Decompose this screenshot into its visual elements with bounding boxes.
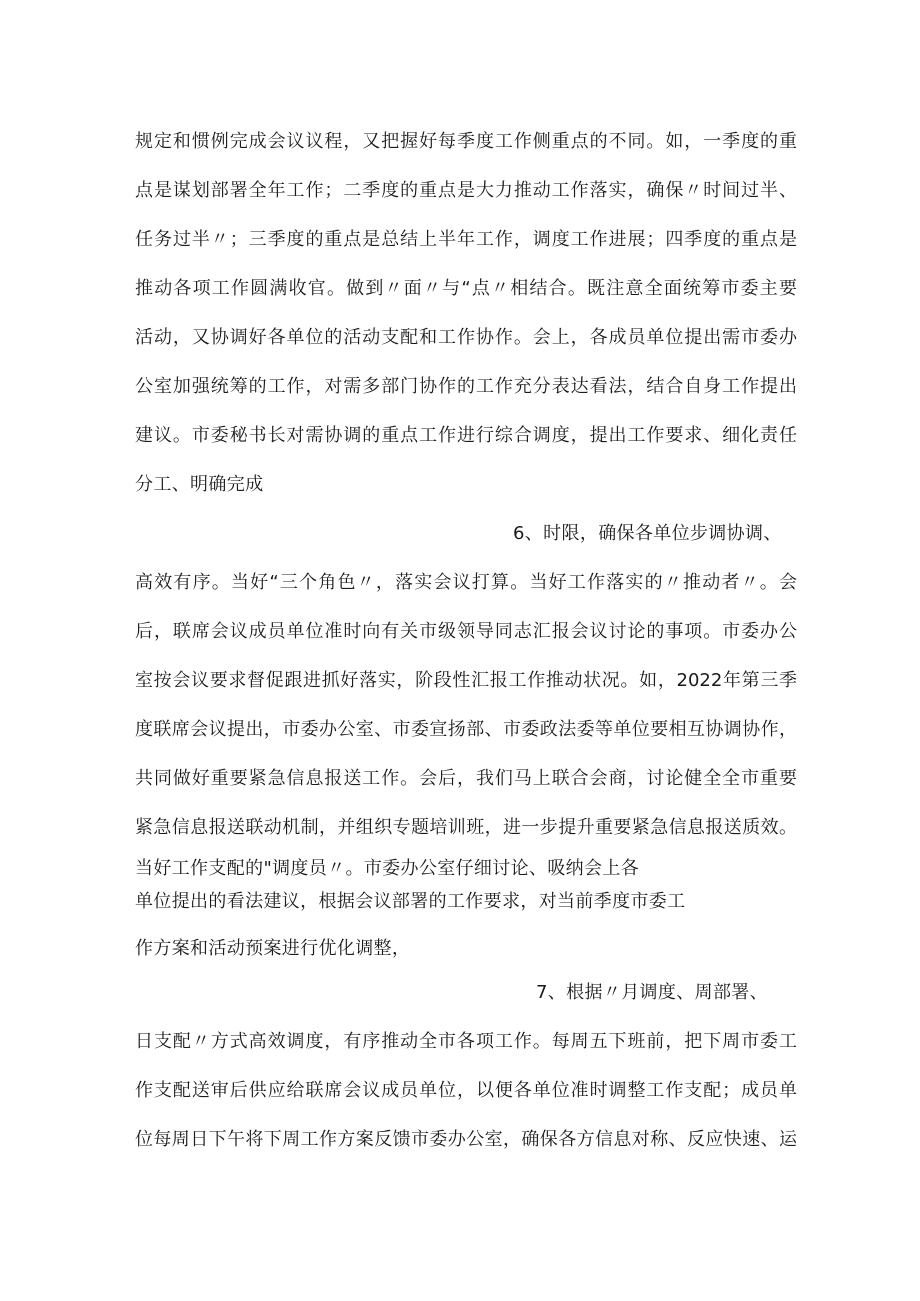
body-text-line: 建议。市委秘书长对需协调的重点工作进行综合调度，提出工作要求、细化责任 — [135, 425, 797, 446]
body-text-line: 室按会议要求督促跟进抓好落实，阶段性汇报工作推动状况。如，2022年第三季 — [135, 670, 797, 691]
body-text-line: 公室加强统筹的工作，对需多部门协作的工作充分表达看法，结合自身工作提出 — [135, 376, 797, 397]
body-text-line: 点是谋划部署全年工作；二季度的重点是大力推动工作落实，确保〃时间过半、 — [135, 180, 797, 201]
body-text-line: 规定和惯例完成会议议程，又把握好每季度工作侧重点的不同。如，一季度的重 — [135, 131, 797, 152]
body-text-line: 位每周日下午将下周工作方案反馈市委办公室，确保各方信息对称、反应快速、运 — [135, 1129, 797, 1150]
body-text-line: 作支配送审后供应给联席会议成员单位，以便各单位准时调整工作支配；成员单 — [135, 1080, 797, 1101]
body-text-line: 日支配〃方式高效调度，有序推动全市各项工作。每周五下班前，把下周市委工 — [135, 1031, 797, 1052]
body-text-line: 紧急信息报送联动机制，并组织专题培训班，进一步提升重要紧急信息报送质效。 — [135, 817, 797, 838]
body-text-line: 单位提出的看法建议，根据会议部署的工作要求，对当前季度市委工 — [135, 891, 686, 912]
item-7-heading: 7、根据〃月调度、周部署、 — [536, 982, 769, 1003]
body-text-line: 度联席会议提出，市委办公室、市委宣扬部、市委政法委等单位要相互协调协作， — [135, 719, 797, 740]
body-text-line: 推动各项工作圆满收官。做到〃面〃与“点〃相结合。既注意全面统筹市委主要 — [135, 278, 797, 299]
body-text-line: 活动，又协调好各单位的活动支配和工作协作。会上，各成员单位提出需市委办 — [135, 327, 797, 348]
body-text-line: 分工、明确完成 — [135, 474, 264, 495]
body-text-line: 当好工作支配的"调度员〃。市委办公室仔细讨论、吸纳会上各 — [135, 858, 640, 879]
body-text-line: 高效有序。当好“三个角色〃，落实会议打算。当好工作落实的〃推动者〃。会 — [135, 572, 797, 593]
item-6-heading: 6、时限，确保各单位步调协调、 — [513, 523, 782, 544]
body-text-line: 作方案和活动预案进行优化调整， — [135, 938, 411, 959]
body-text-line: 任务过半〃；三季度的重点是总结上半年工作，调度工作进展；四季度的重点是 — [135, 229, 797, 250]
body-text-line: 后，联席会议成员单位准时向有关市级领导同志汇报会议讨论的事项。市委办公 — [135, 621, 797, 642]
body-text-line: 共同做好重要紧急信息报送工作。会后，我们马上联合会商，讨论健全全市重要 — [135, 768, 797, 789]
